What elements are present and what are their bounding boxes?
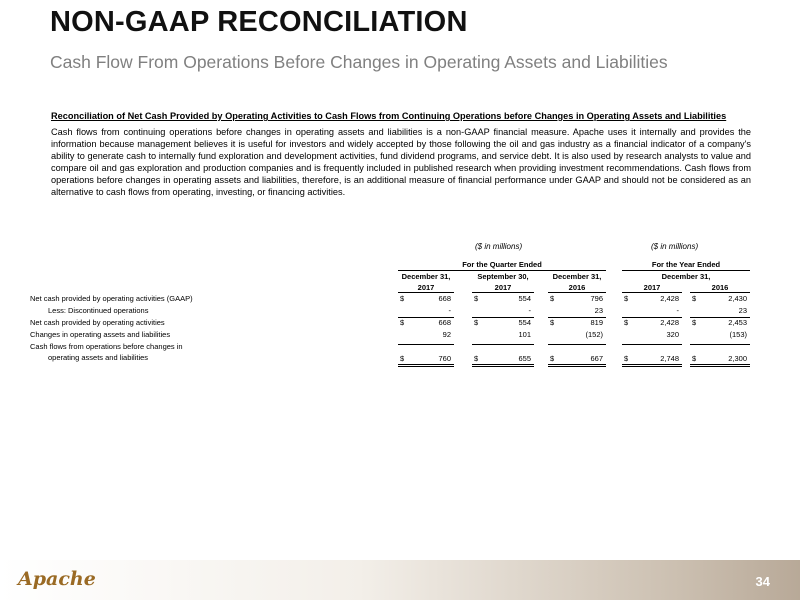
table-cell: - (528, 306, 531, 315)
col-y1-year: 2017 (622, 283, 682, 293)
units-note-year: ($ in millions) (651, 242, 699, 251)
row-label-discontinued: Less: Discontinued operations (48, 306, 149, 315)
page-subtitle: Cash Flow From Operations Before Changes in Operating Assets and Liabilities (50, 52, 668, 72)
table-cell: $ 2,428 (622, 317, 682, 329)
page-title: NON-GAAP RECONCILIATION (50, 6, 468, 38)
table-cell: $ 554 (474, 294, 531, 303)
table-cell: - (448, 306, 451, 315)
table-cell: $ 668 (398, 317, 454, 329)
units-note-quarter: ($ in millions) (475, 242, 523, 251)
table-cell: 23 (594, 306, 603, 315)
col-y2-year: 2016 (690, 283, 750, 293)
table-cell: $ 667 (548, 344, 606, 367)
apache-logo: Apache (18, 568, 96, 590)
footer-band (0, 560, 800, 600)
row-label-cash-flows-line2: operating assets and liabilities (48, 353, 149, 362)
year-ended-header: For the Year Ended (622, 260, 750, 271)
table-cell: $ 760 (398, 344, 454, 367)
col-q3-month: December 31, (552, 272, 602, 281)
quarter-ended-header: For the Quarter Ended (398, 260, 606, 271)
col-year-month: December 31, (661, 272, 711, 281)
table-cell: $ 819 (548, 317, 606, 329)
col-q1-month: December 31, (401, 272, 451, 281)
row-label-net-cash: Net cash provided by operating activities (30, 318, 165, 327)
table-cell: $ 2,453 (690, 317, 750, 329)
page-number: 34 (755, 574, 770, 589)
col-q2-month: September 30, (477, 272, 529, 281)
table-cell: - (676, 306, 679, 315)
col-q1-year: 2017 (398, 283, 454, 293)
table-cell: $ 796 (550, 294, 603, 303)
col-q2-year: 2017 (472, 283, 534, 293)
row-label-changes: Changes in operating assets and liabilities (30, 330, 171, 339)
table-cell: $ 2,748 (622, 344, 682, 367)
table-cell: $ 655 (472, 344, 534, 367)
table-cell: 320 (666, 330, 679, 339)
table-cell: 23 (738, 306, 747, 315)
table-cell: 92 (442, 330, 451, 339)
table-cell: 101 (518, 330, 531, 339)
section-heading: Reconciliation of Net Cash Provided by Operating Activities to Cash Flows from Continuing Operations before Changes in Operating Assets and Liabilities (51, 111, 727, 121)
table-cell: (152) (585, 330, 603, 339)
col-q3-year: 2016 (548, 283, 606, 293)
table-cell: $ 2,428 (624, 294, 679, 303)
table-cell: (153) (729, 330, 747, 339)
table-cell: $ 554 (472, 317, 534, 329)
table-cell: $ 2,430 (692, 294, 747, 303)
row-label-net-cash-gaap: Net cash provided by operating activities (GAAP) (30, 294, 193, 303)
table-cell: $ 2,300 (690, 344, 750, 367)
table-cell: $ 668 (400, 294, 451, 303)
body-paragraph: Cash flows from continuing operations before changes in operating assets and liabilities is a non-GAAP financial measure. Apache uses it internally and provides the information because management believes it is useful for investors and widely accepted by those following the oil and gas industry as a financial indicator of a company's ability to generate cash to internally fund exploration and development activities, fund dividend programs, and service debt. It is also used by research analysts to value and compare oil and gas exploration and production companies and is frequently included in published research when providing investment recommendations. Cash flows from operations before changes in operating assets and liabilities, therefore, is an additional measure of financial performance under GAAP and should not be considered as an alternative to cash flows from operating, investing, or financing activities. (51, 127, 751, 197)
row-label-cash-flows-line1: Cash flows from operations before changes in (30, 342, 183, 351)
